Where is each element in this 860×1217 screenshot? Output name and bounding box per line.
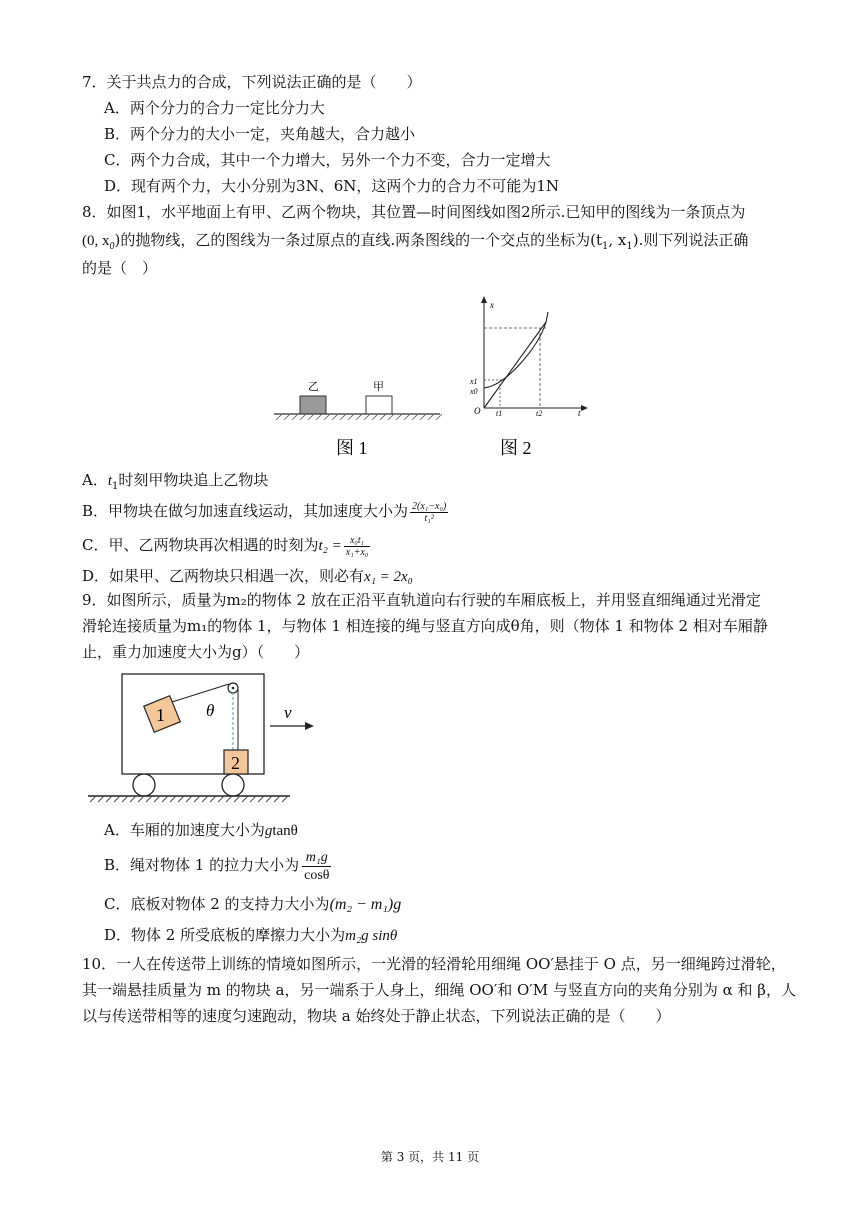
q8-figure1 [270,372,450,462]
q8-b-num: 2(x₁−x₀) [412,500,447,512]
theta-label: θ [206,701,215,720]
q9-c-expr: (m₂ − m₁)g [329,896,402,913]
wheel-right [222,774,244,796]
q8-vertex-sub: 0 [109,241,115,252]
q8-b-text: B．甲物块在做匀加速直线运动，其加速度大小为 [82,502,409,520]
q9-option-c [104,894,401,915]
fig1-caption: 图 1 [336,438,368,458]
q9-b-num: m₁g [302,849,331,867]
q9-d-text: D．物体 2 所受底板的摩擦力大小为 [104,926,346,944]
q9-a-g: g [264,823,273,839]
q8-c-text: C．甲、乙两物块再次相遇的时刻为 [82,536,319,554]
q9-stem-line1: 9．如图所示，质量为m₂的物体 2 放在正沿平直轨道向右行驶的车厢底板上，并用竖直细绳通过光滑定 [82,591,761,609]
q8-d-eq: x₁ = 2x₀ [364,569,413,585]
q9-c-text: C．底板对物体 2 的支持力大小为 [104,895,330,913]
fig2-t-arrow [581,405,588,411]
q8-b-fraction [410,501,448,524]
q8-stem-end: ).则下列说法正确 [632,231,749,249]
block-yi [300,396,326,414]
q8-c-den: x₁+x₀ [345,546,369,558]
q9-b-text: B．绳对物体 1 的拉力大小为 [104,856,300,874]
q9-option-d [104,925,397,946]
block-jia [366,396,392,414]
page-footer: 第 3 页，共 11 页 [380,1150,480,1164]
fig2-origin-label: O [474,406,481,416]
q9-a-text: A．车厢的加速度大小为 [104,821,265,839]
q9-option-b [104,848,334,884]
block-1-label: 1 [156,705,165,725]
q8-stem-line2 [82,230,748,257]
fig2-parabola-jia [484,312,548,388]
q8-option-c [82,532,372,559]
q9-stem-line3: 止，重力加速度大小为g）（ ） [82,643,310,661]
q7-option-a: A．两个分力的合力一定比分力大 [104,99,325,117]
block-2-label: 2 [231,753,240,773]
q9-b-den: cosθ [304,867,330,883]
q7-option-c: C．两个力合成，其中一个力增大，另外一个力不变，合力一定增大 [104,151,551,169]
q9-stem-line2: 滑轮连接质量为m₁的物体 1，与物体 1 相连接的绳与竖直方向成θ角，则（物体 1 和物体 2 相对车厢静 [82,617,768,635]
q8-c-num: x₀t₁ [344,535,371,547]
fig2-line-yi [484,322,546,408]
q9-figure [86,668,326,808]
q9-b-fraction [302,849,331,884]
q8-option-d [82,566,413,587]
q8-option-b [82,498,450,524]
q8-c-eq: t₂ = [318,538,342,554]
q8-point-mid: , x [608,231,627,249]
q10-stem-line1: 10．一人在传送带上训练的情境如图所示，一光滑的轻滑轮用细绳 OO′悬挂于 O 点，另一细绳跨过滑轮， [82,955,786,973]
velocity-label: v [284,703,292,722]
q7-stem: 7．关于共点力的合成，下列说法正确的是（ ） [82,73,422,91]
q8-b-den: t₁² [424,512,434,524]
q8-a-sub: 1 [112,481,119,492]
ground-hatch [276,414,442,420]
block-yi-label: 乙 [308,381,319,393]
fig2-x1-label: x1 [470,377,478,386]
q8-point-open: (t [590,231,603,249]
fig2-x0-label: x0 [470,387,478,396]
q10-stem-line3: 以与传送带相等的速度匀速跑动，物块 a 始终处于静止状态，下列说法正确的是（ ） [82,1007,671,1025]
fig2-caption: 图 2 [500,438,532,458]
q8-a-var: t [107,473,113,489]
q8-figure2 [460,294,600,466]
q8-option-a [82,470,268,497]
block-jia-label: 甲 [373,381,384,393]
q9-option-a [104,820,298,841]
q8-d-text: D．如果甲、乙两物块只相遇一次，则必有 [82,567,365,585]
wheel-left [133,774,155,796]
q8-stem-line3: 的是（ ） [82,259,158,277]
q8-a-prefix: A． [82,471,108,489]
fig2-x-arrow [481,296,487,303]
q7-option-d: D．现有两个力，大小分别为3N、6N，这两个力的合力不可能为1N [104,177,560,195]
q10-stem-line2: 其一端悬挂质量为 m 的物块 a，另一端系于人身上，细绳 OO′和 O′M 与竖直方向的夹角分别为 α 和 β，人 [82,981,796,999]
fig2-x-label: x [490,300,494,310]
pulley-axle [232,687,235,690]
q8-stem-line1: 8．如图1，水平地面上有甲、乙两个物块，其位置—时间图线如图2所示.已知甲的图线为一条顶点为 [82,203,746,221]
q8-point-sub2: 1 [626,241,633,252]
fig2-t1-label: t1 [496,409,503,418]
velocity-arrowhead [305,722,314,730]
q8-vertex-open: (0, x [82,233,110,249]
q9-d-expr: m₂g sinθ [345,928,398,944]
q9-a-fn: tanθ [272,823,298,839]
fig2-t2-label: t2 [536,409,543,418]
fig2-t-label: t [578,408,581,418]
track-hatch [90,796,288,802]
q8-stem-mid: )的抛物线，乙的图线为一条过原点的直线.两条图线的一个交点的坐标为 [114,231,591,249]
q8-point-sub1: 1 [602,241,609,252]
q7-option-b: B．两个分力的大小一定，夹角越大，合力越小 [104,125,416,143]
q8-c-fraction [344,535,371,558]
q8-a-text: 时刻甲物块追上乙物块 [118,471,269,489]
